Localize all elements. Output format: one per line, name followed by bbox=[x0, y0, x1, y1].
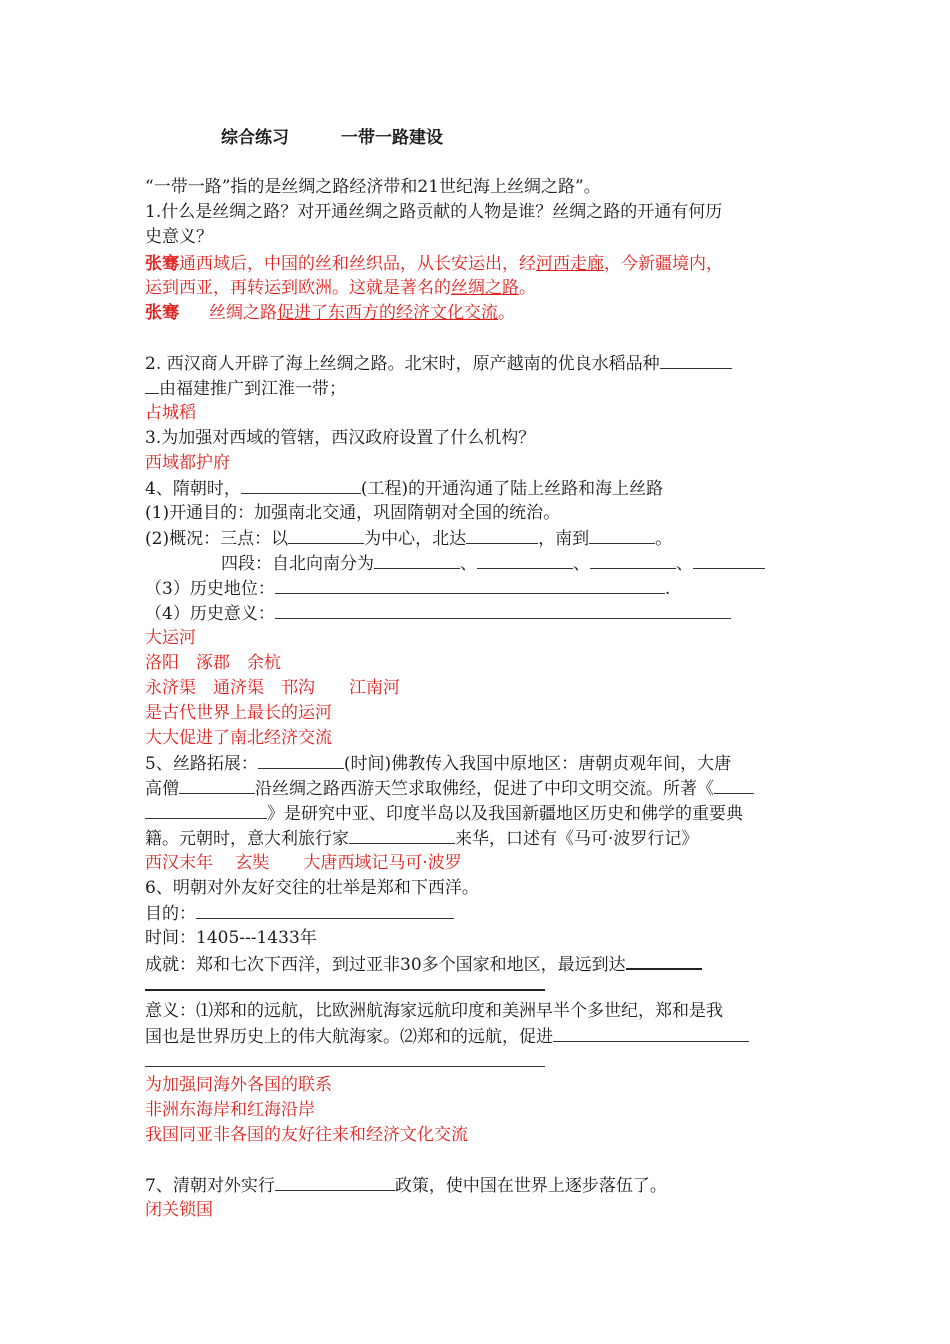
q4-blank-segment1 bbox=[374, 551, 460, 569]
q7-text: 政策，使中国在世界上逐步落伍了。 bbox=[394, 1176, 667, 1196]
q5-text: 来华，口述有《马可·波罗行记》 bbox=[455, 829, 699, 849]
q4-blank-north bbox=[466, 526, 538, 544]
q4-line1 bbox=[145, 476, 663, 502]
q2-line1 bbox=[145, 351, 732, 377]
q4-text: （4）历史意义： bbox=[145, 604, 275, 624]
q5-line2 bbox=[145, 776, 754, 802]
q1-answer-line3 bbox=[145, 301, 515, 326]
q4-text: ，南到 bbox=[538, 529, 590, 549]
q4-blank-segment3 bbox=[590, 551, 676, 569]
q4-blank-south bbox=[589, 526, 655, 544]
q6-purpose bbox=[145, 901, 454, 927]
title-left: 综合练习 bbox=[221, 128, 289, 148]
q4-answer-1: 大运河 bbox=[145, 628, 196, 648]
q4-answer-5: 大大促进了南北经济交流 bbox=[145, 728, 332, 748]
q1-line2: 史意义？ bbox=[145, 227, 213, 247]
q6-text: 成就：郑和七次下西洋，到过亚非30多个国家和地区，最远到达 bbox=[145, 955, 626, 975]
q4-sep: 、 bbox=[676, 554, 693, 574]
q4-text: (工程)的开通沟通了陆上丝路和海上丝路 bbox=[360, 479, 664, 499]
q2-text: 由福建推广到江淮一带； bbox=[159, 379, 346, 399]
q7-answer: 闭关锁国 bbox=[145, 1200, 213, 1220]
q1-answer-person: 张骞 bbox=[145, 254, 179, 274]
q5-text: 沿丝绸之路西游天竺求取佛经，促进了中印文明交流。所著《 bbox=[255, 779, 714, 799]
q6-answer-rule bbox=[145, 989, 545, 991]
q6-text: 国也是世界历史上的伟大航海家。⑵郑和的远航，促进 bbox=[145, 1027, 553, 1047]
q6-blank-promote bbox=[553, 1024, 749, 1042]
q1-answer-text: 运到西亚，再转运到欧洲。这就是著名的 bbox=[145, 278, 451, 298]
q4-line6 bbox=[145, 601, 731, 627]
q6-answer-3: 我国同亚非各国的友好往来和经济文化交流 bbox=[145, 1125, 468, 1145]
q4-blank-segment2 bbox=[477, 551, 573, 569]
q4-blank-center bbox=[288, 526, 364, 544]
q5-line4 bbox=[145, 826, 698, 852]
q5-blank-time bbox=[258, 751, 344, 769]
q6-achieve bbox=[145, 951, 702, 978]
q1-answer-underlined: 促进了东西方的经济文化交流 bbox=[277, 303, 498, 323]
q4-answer-4: 是古代世界上最长的运河 bbox=[145, 703, 332, 723]
q5-text: 籍。元朝时，意大利旅行家 bbox=[145, 829, 349, 849]
q4-text: （3）历史地位： bbox=[145, 579, 275, 599]
q5-text: (时间)佛教传入我国中原地区：唐朝贞观年间，大唐 bbox=[343, 754, 732, 774]
q1-answer-text: ，今新疆境内， bbox=[604, 254, 723, 274]
q4-sep: 、 bbox=[573, 554, 590, 574]
q5-blank-traveler bbox=[349, 826, 455, 844]
q6-answer-1: 为加强同海外各国的联系 bbox=[145, 1075, 332, 1095]
q4-text: 4、隋朝时， bbox=[145, 479, 241, 499]
q1-answer-underlined: 河西走廊 bbox=[536, 254, 604, 274]
q6-text: 目的： bbox=[145, 904, 196, 924]
q4-sep: 、 bbox=[460, 554, 477, 574]
q5-blank-monk bbox=[179, 776, 255, 794]
q4-line4 bbox=[221, 551, 765, 577]
q4-line3 bbox=[145, 526, 672, 552]
title-right: 一带一路建设 bbox=[341, 128, 443, 148]
q4-text: . bbox=[664, 579, 671, 599]
q4-blank-segment4 bbox=[693, 551, 765, 569]
q4-answer-3: 永济渠 通济渠 邗沟 江南河 bbox=[145, 678, 400, 698]
q2-blank-cont bbox=[145, 376, 159, 394]
q1-answer-text: 通西域后，中国的丝和丝织品，从长安运出，经 bbox=[179, 254, 536, 274]
q5-blank-book-cont bbox=[145, 801, 267, 819]
q1-answer-text: 。 bbox=[519, 278, 536, 298]
q6-line1: 6、明朝对外友好交往的壮举是郑和下西洋。 bbox=[145, 878, 479, 898]
q7-line1 bbox=[145, 1173, 667, 1199]
q3-line1: 3.为加强对西域的管辖，西汉政府设置了什么机构？ bbox=[145, 428, 536, 448]
q5-text: 》是研究中亚、印度半岛以及我国新疆地区历史和佛学的重要典 bbox=[267, 804, 743, 824]
q4-text: (2)概况：三点：以 bbox=[145, 529, 289, 549]
q4-answer-2: 洛阳 涿郡 余杭 bbox=[145, 653, 281, 673]
q6-blank-promote-cont bbox=[145, 1066, 545, 1067]
q1-answer-underlined: 丝绸之路 bbox=[451, 278, 519, 298]
q4-line5 bbox=[145, 576, 670, 602]
q7-text: 7、清朝对外实行 bbox=[145, 1176, 275, 1196]
q2-line2 bbox=[145, 376, 346, 402]
intro-text: “一带一路”指的是丝绸之路经济带和21世纪海上丝绸之路”。 bbox=[145, 177, 601, 197]
q3-answer: 西域都护府 bbox=[145, 453, 230, 473]
q4-blank-project bbox=[241, 476, 361, 494]
q4-text: 。 bbox=[655, 529, 673, 549]
q5-line1 bbox=[145, 751, 731, 777]
q5-line3 bbox=[145, 801, 743, 827]
q6-meaning1: 意义：⑴郑和的远航，比欧洲航海家远航印度和美洲早半个多世纪，郑和是我 bbox=[145, 1001, 723, 1021]
q2-answer: 占城稻 bbox=[145, 403, 196, 423]
q1-answer-text: 丝绸之路 bbox=[209, 303, 277, 323]
q6-time: 时间：1405---1433年 bbox=[145, 928, 317, 948]
q4-line2: (1)开通目的：加强南北交通，巩固隋朝对全国的统治。 bbox=[145, 503, 561, 523]
q6-answer-2: 非洲东海岸和红海沿岸 bbox=[145, 1100, 315, 1120]
q1-line1: 1.什么是丝绸之路？对开通丝绸之路贡献的人物是谁？丝绸之路的开通有何历 bbox=[145, 202, 723, 222]
q1-answer-person: 张骞 bbox=[145, 303, 179, 323]
q6-blank-purpose bbox=[196, 901, 454, 919]
q2-blank bbox=[660, 351, 732, 369]
q5-answer: 西汉末年 玄奘 大唐西域记马可·波罗 bbox=[145, 853, 462, 873]
page-title bbox=[221, 126, 443, 151]
q5-text: 高僧 bbox=[145, 779, 179, 799]
q1-answer-line2 bbox=[145, 276, 536, 301]
q4-text: 四段：自北向南分为 bbox=[221, 554, 374, 574]
q4-text: 为中心，北达 bbox=[364, 529, 467, 549]
q4-blank-significance bbox=[275, 601, 731, 619]
q6-blank-farthest bbox=[626, 951, 702, 970]
q1-answer-text: 。 bbox=[498, 303, 515, 323]
q1-answer-line1 bbox=[145, 252, 723, 277]
q5-blank-book bbox=[714, 776, 754, 794]
q4-blank-status bbox=[275, 576, 665, 594]
q5-text: 5、丝路拓展： bbox=[145, 754, 258, 774]
q2-text: 2. 西汉商人开辟了海上丝绸之路。北宋时，原产越南的优良水稻品种 bbox=[145, 354, 660, 374]
q6-meaning2 bbox=[145, 1024, 749, 1050]
q7-blank-policy bbox=[275, 1173, 395, 1191]
